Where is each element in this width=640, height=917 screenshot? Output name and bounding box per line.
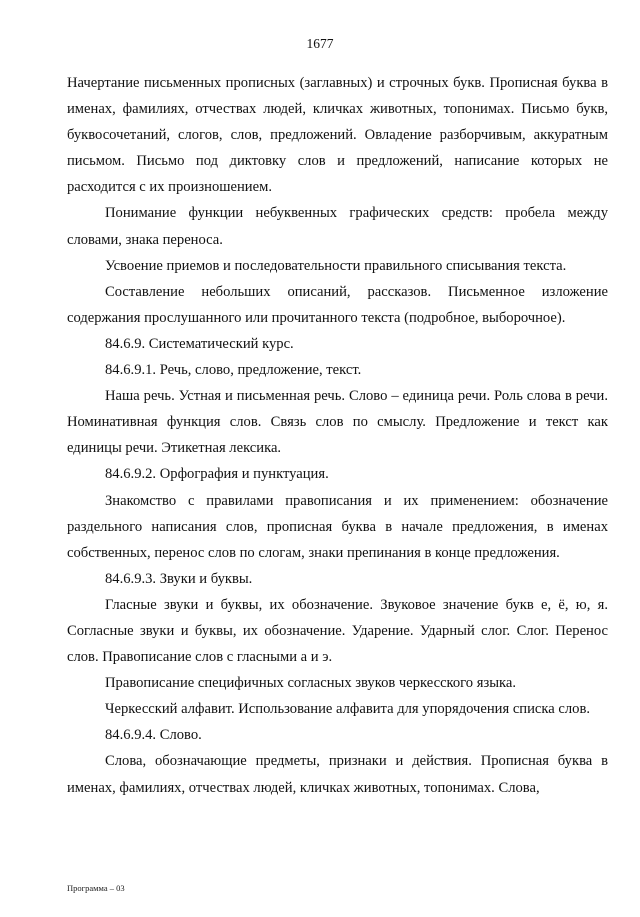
paragraph: Понимание функции небуквенных графических средств: пробела между словами, знака переноса. — [67, 205, 608, 248]
paragraph: Черкесский алфавит. Использование алфавита для упорядочения списка слов. — [105, 701, 590, 718]
body-text — [67, 70, 608, 801]
section-heading: 84.6.9.4. Слово. — [105, 727, 202, 744]
paragraph: Правописание специфичных согласных звуков черкесского языка. — [105, 675, 517, 692]
section-heading: 84.6.9.3. Звуки и буквы. — [105, 570, 253, 587]
page-number: 1677 — [306, 36, 334, 51]
paragraph: Знакомство с правилами правописания и их применением: обозначение раздельного написания слов, прописная буква в начале предложения, в именах собственных, перенос слов по слогам, знаки препинания в конце предложения. — [67, 492, 608, 561]
paragraph: Наша речь. Устная и письменная речь. Слово – единица речи. Роль слова в речи. Номинативная функция слов. Связь слов по смыслу. Предложение и текст как единицы речи. Этикетная лексика. — [67, 388, 608, 457]
paragraph: Гласные звуки и буквы, их обозначение. Звуковое значение букв е, ё, ю, я. Согласные звуки и буквы, их обозначение. Ударение. Ударный слог. Слог. Перенос слов. Правописание слов с гласными а и э. — [67, 596, 608, 666]
section-heading: 84.6.9. Систематический курс. — [105, 335, 294, 352]
paragraph: Слова, обозначающие предметы, признаки и действия. Прописная буква в именах, фамилиях, отчествах людей, кличках животных, топонимах. Слова, — [67, 753, 608, 796]
footer-program-label: Программа – 03 — [67, 883, 125, 893]
section-heading: 84.6.9.1. Речь, слово, предложение, текст. — [105, 362, 362, 379]
paragraph: Начертание письменных прописных (заглавных) и строчных букв. Прописная буква в именах, фамилиях, отчествах людей, кличках животных, топонимах. Письмо букв, буквосочетаний, слогов, слов, предложений. Овладение разборчивым, аккуратным письмом. Письмо под диктовку слов и предложений, написание которых не расходится с их произношением. — [67, 75, 608, 196]
section-heading: 84.6.9.2. Орфография и пунктуация. — [105, 466, 329, 483]
paragraph: Усвоение приемов и последовательности правильного списывания текста. — [105, 257, 567, 274]
paragraph: Составление небольших описаний, рассказов. Письменное изложение содержания прослушанного или прочитанного текста (подробное, выборочное). — [67, 283, 608, 326]
